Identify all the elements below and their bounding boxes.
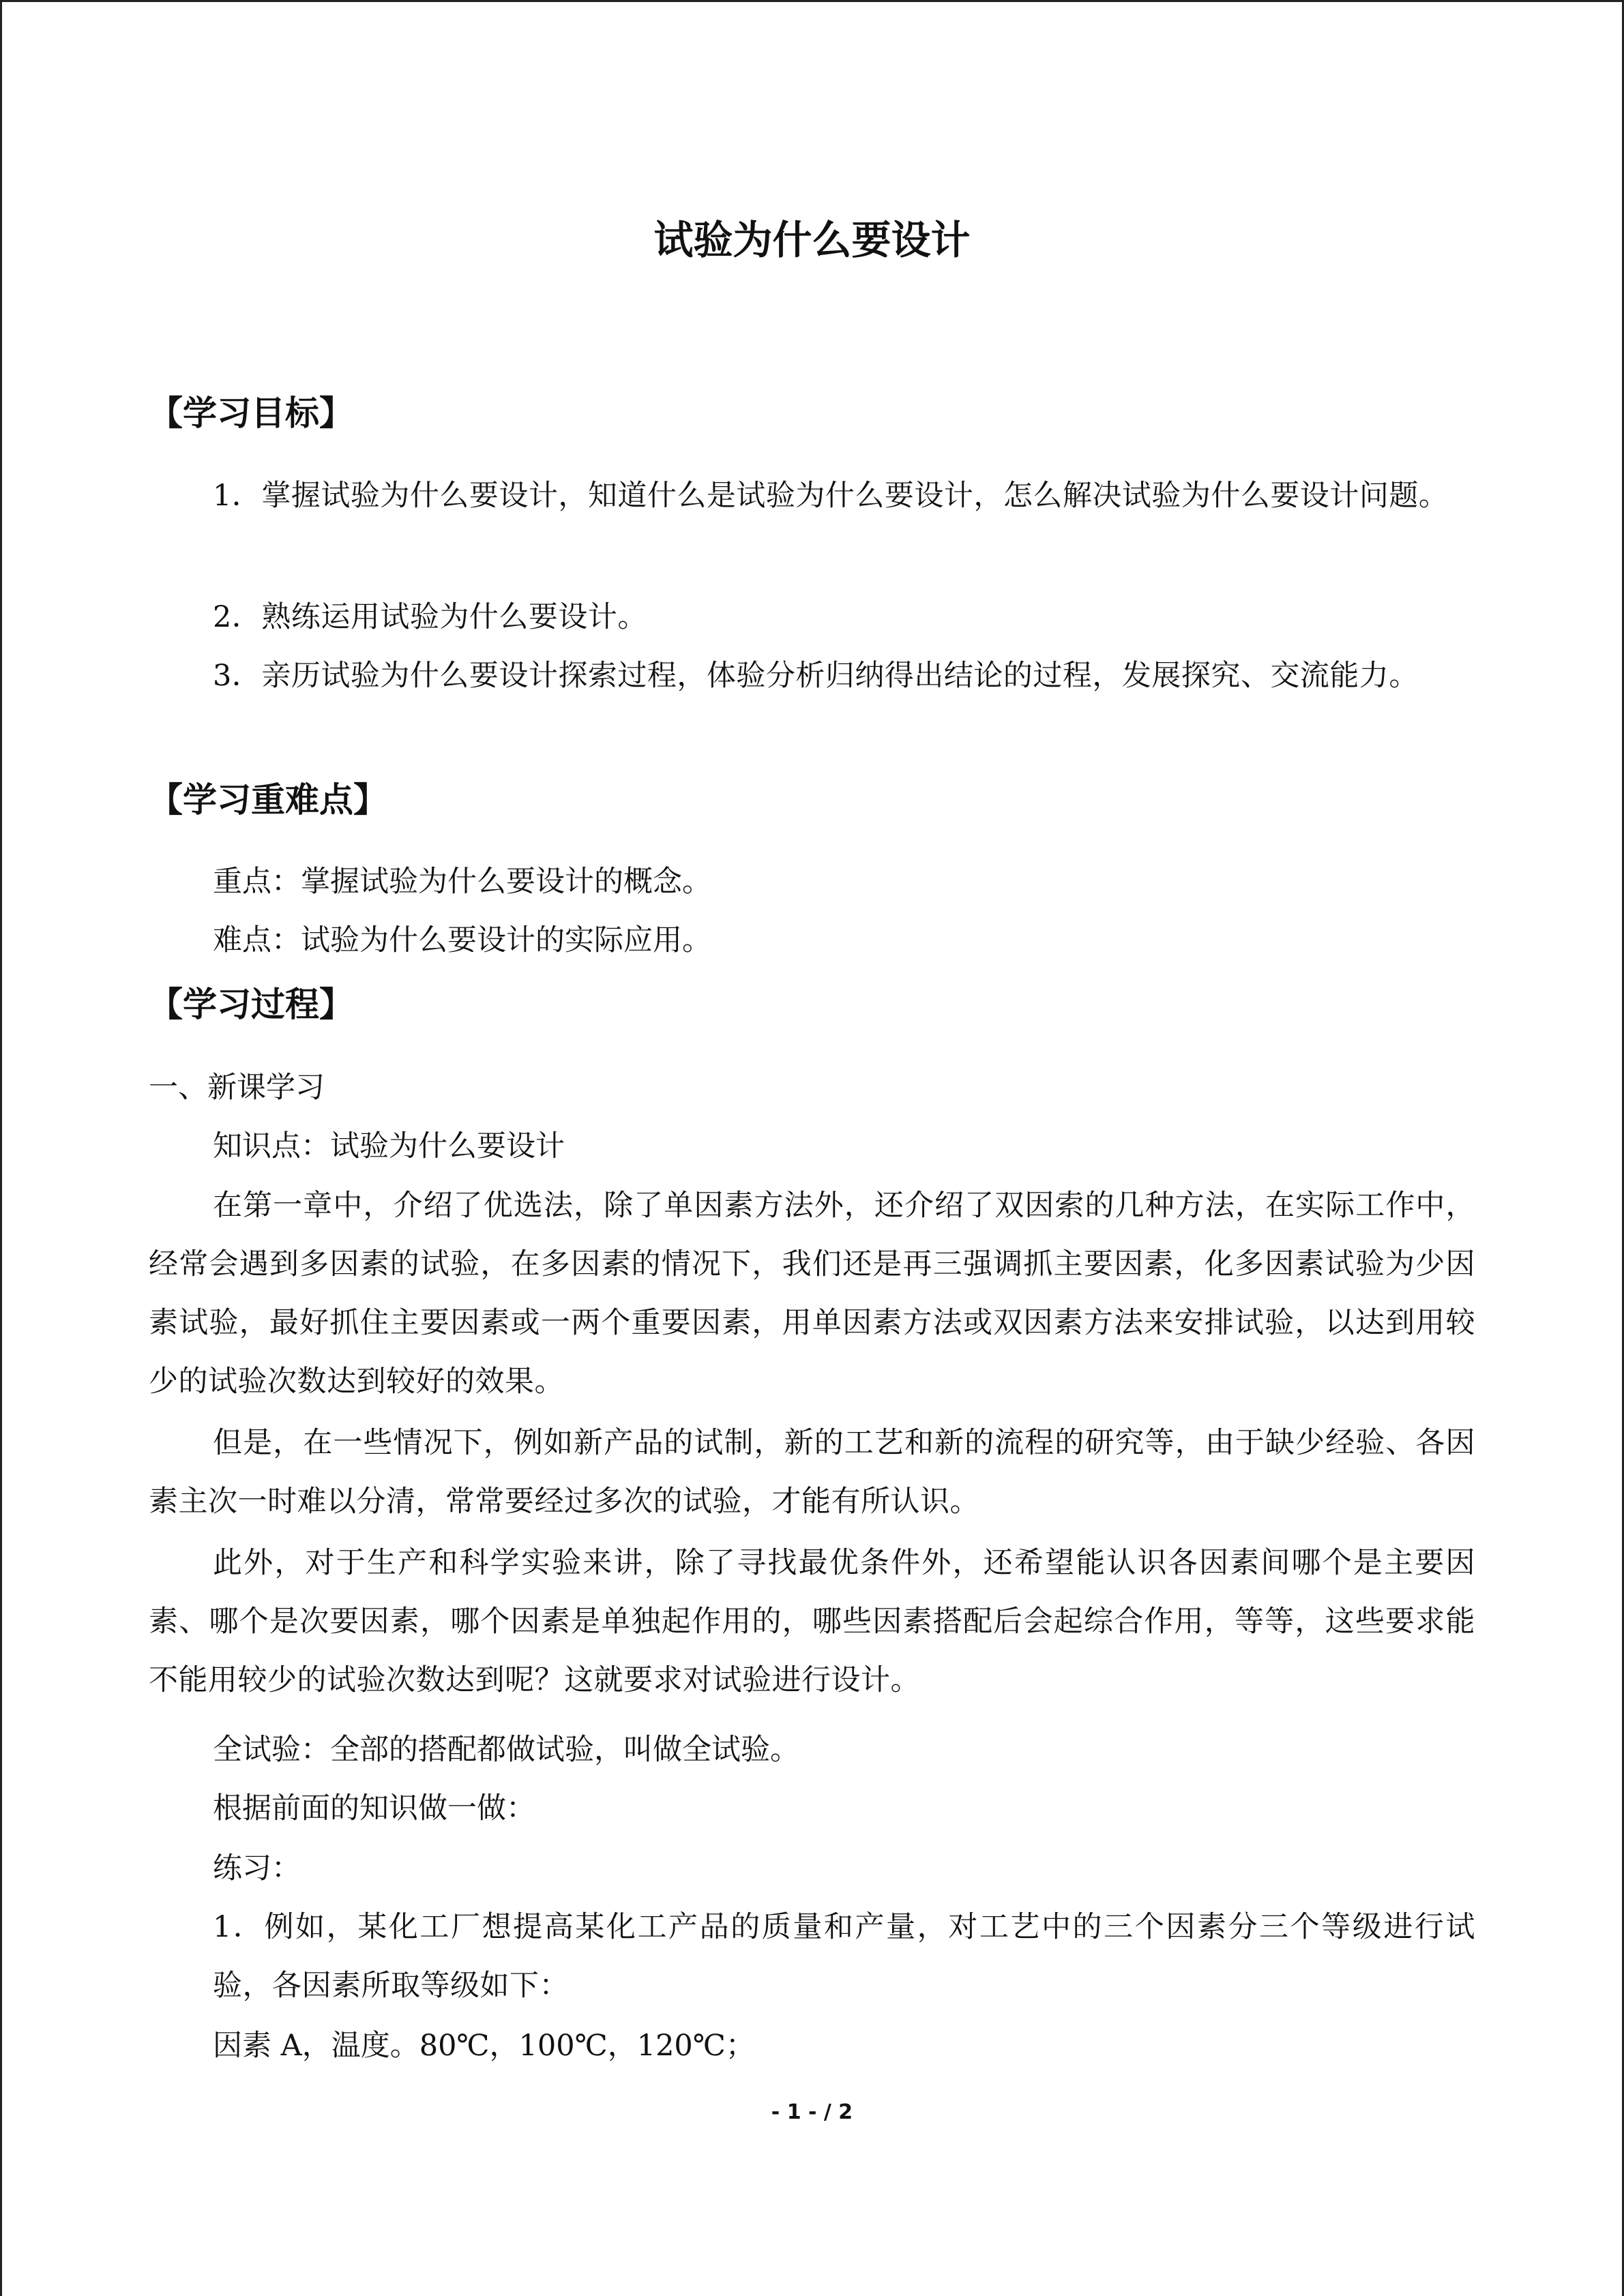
process-paragraph-2: 但是，在一些情况下，例如新产品的试制，新的工艺和新的流程的研究等，由于缺少经验、各因素主次一时难以分清，常常要经过多次的试验，才能有所认识。 xyxy=(149,1426,1475,1519)
full-test-definition: 全试验：全部的搭配都做试验，叫做全试验。 xyxy=(213,1733,799,1767)
key-point-focus: 重点：掌握试验为什么要设计的概念。 xyxy=(213,865,711,899)
practice-label: 练习： xyxy=(213,1851,301,1885)
page-number: - 1 - / 2 xyxy=(771,2100,853,2124)
page-title: 试验为什么要设计 xyxy=(653,217,971,263)
process-paragraph-1: 在第一章中，介绍了优选法，除了单因素方法外，还介绍了双因索的几种方法，在实际工作中，经常会遇到多因素的试验，在多因素的情况下，我们还是再三强调抓主要因素，化多因素试验为少因素试验，最好抓住主要因素或一两个重要因素，用单因素方法或双因素方法来安排试验，以达到用较少的试验次数达到较好的效果。 xyxy=(149,1189,1475,1399)
subheading-new-lesson: 一、新课学习 xyxy=(149,1071,325,1105)
section-heading-key-points: 【学习重难点】 xyxy=(149,780,387,820)
key-point-difficulty: 难点：试验为什么要设计的实际应用。 xyxy=(213,923,711,957)
objective-item-3: 3．亲历试验为什么要设计探索过程，体验分析归纳得出结论的过程，发展探究、交流能力。 xyxy=(213,659,1419,693)
objective-item-2: 2．熟练运用试验为什么要设计。 xyxy=(213,600,647,634)
factor-a: 因素 A，温度。80℃，100℃，120℃； xyxy=(213,2029,755,2063)
objective-item-1: 1．掌握试验为什么要设计，知道什么是试验为什么要设计，怎么解决试验为什么要设计问题。 xyxy=(213,479,1449,513)
exercise-1: 1．例如，某化工厂想提高某化工产品的质量和产量，对工艺中的三个因素分三个等级进行试验，各因素所取等级如下： xyxy=(213,1910,1475,2003)
do-it-prompt: 根据前面的知识做一做： xyxy=(213,1791,535,1825)
knowledge-point: 知识点：试验为什么要设计 xyxy=(213,1129,565,1163)
process-paragraph-3: 此外，对于生产和科学实验来讲，除了寻找最优条件外，还希望能认识各因素间哪个是主要因素、哪个是次要因素，哪个因素是单独起作用的，哪些因素搭配后会起综合作用，等等，这些要求能不能用较少的试验次数达到呢？这就要求对试验进行设计。 xyxy=(149,1546,1475,1697)
section-heading-process: 【学习过程】 xyxy=(149,985,353,1024)
section-heading-objectives: 【学习目标】 xyxy=(149,393,353,433)
